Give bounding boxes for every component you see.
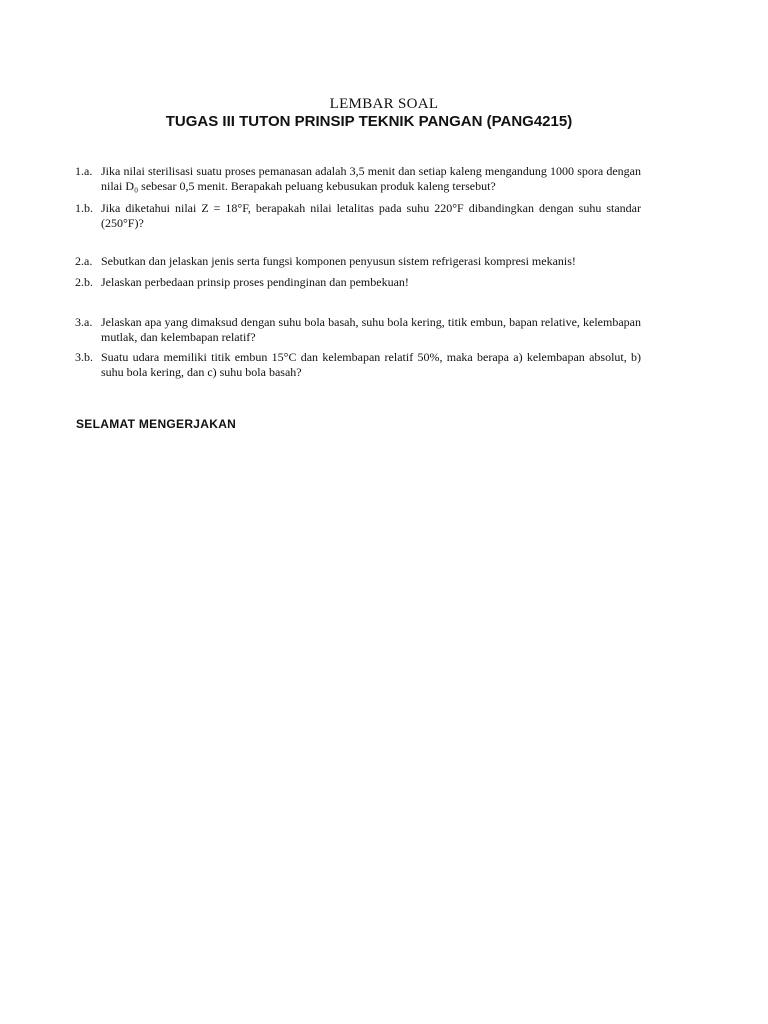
question-number: 1.b.	[75, 201, 93, 215]
document-subtitle: TUGAS III TUTON PRINSIP TEKNIK PANGAN (PANG4215)	[165, 113, 573, 130]
question-1b	[75, 201, 641, 231]
question-3b	[75, 350, 641, 380]
question-number: 2.a.	[75, 254, 93, 268]
question-number: 3.a.	[75, 315, 93, 329]
question-3a	[75, 315, 641, 345]
question-1a	[75, 164, 641, 194]
question-number: 2.b.	[75, 275, 93, 289]
question-number: 3.b.	[75, 350, 93, 364]
closing-text: SELAMAT MENGERJAKAN	[76, 417, 237, 431]
question-text: Sebutkan dan jelaskan jenis serta fungsi komponen penyusun sistem refrigerasi kompresi mekanis!	[101, 254, 576, 268]
question-2a	[75, 254, 641, 269]
question-2b	[75, 275, 641, 290]
question-text: Suatu udara memiliki titik embun 15°C dan kelembapan relatif 50%, maka berapa a) kelembapan absolut, b) suhu bola kering, dan c) suhu bola basah?	[101, 350, 641, 379]
question-text: Jika diketahui nilai Z = 18°F, berapakah nilai letalitas pada suhu 220°F dibandingkan dengan suhu standar (250°F)?	[101, 201, 641, 230]
question-text: Jelaskan perbedaan prinsip proses pendinginan dan pembekuan!	[101, 275, 409, 289]
question-number: 1.a.	[75, 164, 93, 178]
document-title: LEMBAR SOAL	[329, 96, 439, 112]
question-text: Jelaskan apa yang dimaksud dengan suhu bola basah, suhu bola kering, titik embun, bapan relative, kelembapan mutlak, dan kelembapan relatif?	[101, 315, 641, 344]
question-text: Jika nilai sterilisasi suatu proses pemanasan adalah 3,5 menit dan setiap kaleng mengandung 1000 spora dengan nilai D₀ sebesar 0,5 menit. Berapakah peluang kebusukan produk kaleng tersebut?	[101, 164, 641, 193]
